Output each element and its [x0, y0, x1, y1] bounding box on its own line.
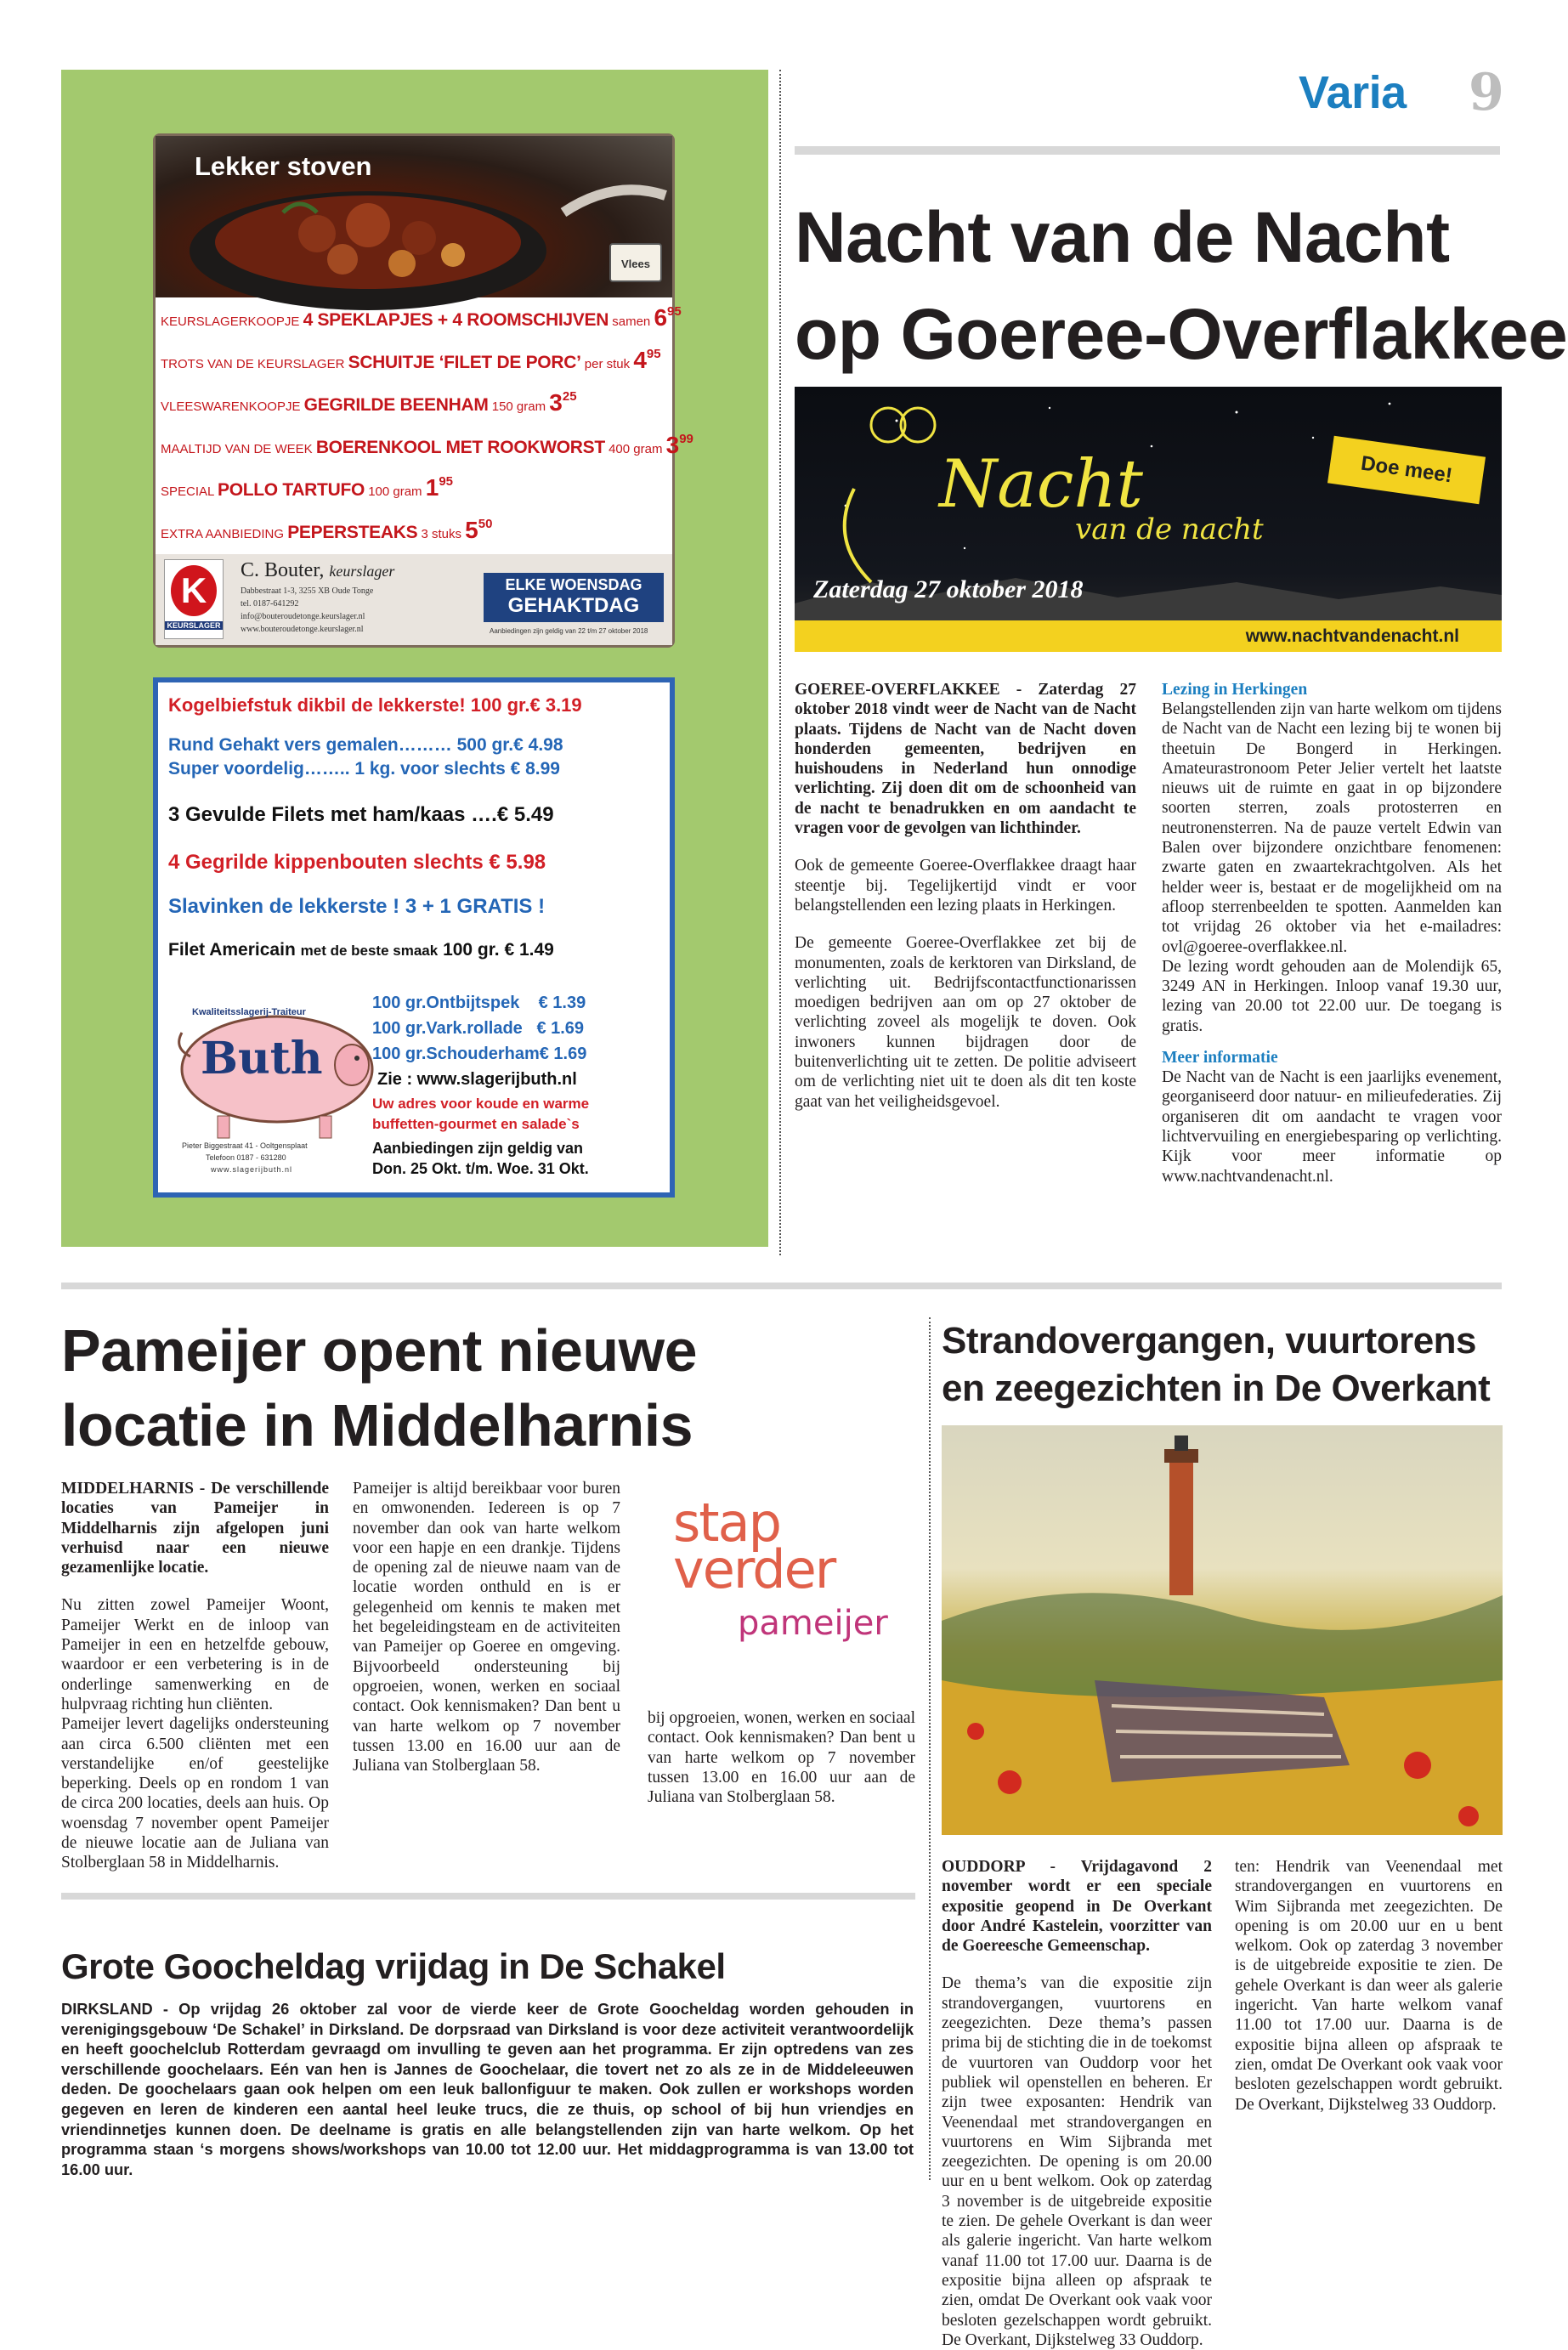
keurslager-logo — [164, 559, 224, 639]
buth-logo — [167, 988, 379, 1184]
section-rule — [61, 1893, 915, 1900]
ad-line: 3 Gevulde Filets met ham/kaas ….€ 5.49 — [168, 803, 554, 826]
keurslager-logo-letter: K — [171, 565, 217, 616]
offer-price: $4^{95}$ — [633, 347, 661, 373]
article-paragraph: ten: Hendrik van Veenendaal met strandovergangen en vuurtorens en Wim Sijbranda met zeegezichten. De opening is om 20.00 uur en u bent welkom. Ook op zaterdag 3 november is de uitgebreide expositie te zien. De gehele Overkant is dan weer als galerie ingericht. Van harte welkom vanaf 11.00 tot 17.00 uur. Daarna is de expositie bijna alleen op afspraak te zien, omdat De Overkant ook vaak voor besloten gezelschappen wordt gebruikt. De Overkant, Dijkstelweg 33 Ouddorp. — [1235, 1858, 1503, 2114]
ad-offer: 100 gr.Schouderham€ 1.69 — [372, 1045, 587, 1063]
buth-logo-arc: Kwaliteitsslagerij-Traiteur — [192, 1007, 306, 1017]
offer-row — [161, 304, 682, 331]
offer-row — [161, 517, 492, 544]
offer-row — [161, 347, 661, 374]
offer-row — [161, 432, 693, 459]
page-number: 9 — [1469, 63, 1504, 122]
ad-line: Filet Americain met de beste smaak 100 gr. € 1.49 — [168, 940, 554, 960]
section-title: Varia — [1299, 67, 1407, 118]
header-rule — [795, 146, 1500, 155]
article-lead: OUDDORP - Vrijdagavond 2 november wordt er een speciale expositie geopend in De Overkant door André Kastelein, voorzitter van de Goereesche Gemeenschap. — [942, 1858, 1212, 1956]
buth-web: www.slagerijbuth.nl — [211, 1165, 293, 1174]
nacht-banner — [795, 387, 1502, 652]
article-column — [942, 1857, 1212, 2349]
buth-phone: Telefoon 0187 - 631280 — [206, 1153, 286, 1162]
badge-label: Doe mee! — [1359, 451, 1454, 488]
offer-price: $6^{95}$ — [654, 304, 682, 331]
article-title-line: Nacht van de Nacht — [795, 197, 1450, 277]
lighthouse-painting — [942, 1425, 1503, 1835]
article-paragraph: De Nacht van de Nacht is een jaarlijks evenement, georganiseerd door natuur- en milieufederaties. Zij organiseren dit om aandacht te vragen voor lichtvervuiling en energiebesparing op verlichting. Kijk voor meer informatie op www.nachtvandenacht.nl. — [1162, 1068, 1502, 1186]
article-title-line: en zeegezichten in De Overkant — [942, 1368, 1491, 1409]
article-paragraph: Ook de gemeente Goeree-Overflakkee draagt haar steentje bij. Tegelijkertijd vindt er voor belangstellenden een lezing plaats in Herkingen. — [795, 857, 1136, 915]
ad-validity: Don. 25 Okt. t/m. Woe. 31 Okt. — [372, 1160, 589, 1177]
stew-photo — [156, 136, 672, 297]
vlees-badge — [609, 243, 662, 282]
gehaktdag-banner — [484, 573, 664, 622]
ad-line: Slavinken de lekkerste ! 3 + 1 GRATIS ! — [168, 895, 546, 918]
offer-name: SCHUITJE ‘FILET DE PORC’ — [348, 353, 581, 372]
article-paragraph: Pameijer is altijd bereikbaar voor buren en omwonenden. Iedereen is op 7 november dan ook van harte welkom voor een hapje en een drankje. Tijdens de opening zal de nieuwe naam van de locatie worden onthuld en is er gelegenheid om kennis te maken met het begeleidingsteam en de activiteiten van Pameijer op Goeree en omgeving. Bijvoorbeeld ondersteuning bij opgroeien, wonen, werken en sociaal contact. Ook kennismaken? Dan bent u van harte welkom op 7 november tussen 13.00 en 16.00 uur aan de Juliana van Stolberglaan 58. — [353, 1480, 620, 1775]
article-title-line: Strandovergangen, vuurtorens — [942, 1320, 1477, 1362]
offer-prefix: SPECIAL — [161, 484, 214, 499]
offer-row — [161, 474, 453, 501]
offer-unit: 150 gram — [491, 399, 546, 414]
offer-unit: 3 stuks — [421, 527, 461, 541]
shop-email: info@bouteroudetonge.keurslager.nl — [241, 612, 365, 621]
offer-row — [161, 389, 577, 416]
article-title — [942, 1317, 1490, 1413]
ad-line: 4 Gegrilde kippenbouten slechts € 5.98 — [168, 851, 546, 874]
article-paragraph: Belangstellenden zijn van harte welkom om tijdens de Nacht van de Nacht een lezing bij te wonen bij theetuin De Bongerd in Herkingen. Amateurastronoom Peter Jelier vertelt het laatste nieuws uit de ruimte en gaat in op bijzondere soorten sterren, zoals protosterren en neutronensterren. Na de pauze vertelt Edwin van Balen over bijzondere onzichtbare fenomenen: zwarte gaten en zwaartekrachtgolven. Als het helder weer is, bestaat er de mogelijkheid om na afloop sterrenbeelden te spotten. Aanmelden kan tot vrijdag 26 oktober via het e-mailadres: ovl@goeree-overflakkee.nl. — [1162, 700, 1502, 956]
shop-tel: tel. 0187-641292 — [241, 599, 299, 609]
article-lead: MIDDELHARNIS - De verschillende locaties van Pameijer in Middelharnis zijn afgelopen juni verhuisd naar een nieuwe gezamenlijke locatie. — [61, 1480, 329, 1577]
article-paragraph: Nu zitten zowel Pameijer Woont, Pameijer Werkt en de inloop van Pameijer in een en hetzelfde gebouw, waardoor er een verbetering is in de onderlinge samenwerking en de hulpvraag richting hun cliënten. — [61, 1596, 329, 1713]
offer-name: 4 SPEKLAPJES + 4 ROOMSCHIJVEN — [303, 310, 609, 330]
ad-footer — [156, 554, 672, 645]
ad-headline: Lekker stoven — [195, 151, 372, 181]
buth-ad — [153, 677, 675, 1198]
article-paragraph: De gemeente Goeree-Overflakkee zet bij de monumenten, zoals de kerktoren van Dirksland, de verlichting uit. Bedrijfscontactfunctionarissen moedigen bedrijven aan om op 27 oktober de verlichting zoveel als mogelijk te doven. Ook inwoners kunnen bijdragen door de buitenverlichting uit te zetten. De politie adviseert om de verlichting niet uit te doen als dit ten koste gaat van het veiligheidsgevoel. — [795, 934, 1136, 1111]
painting-illustration — [942, 1425, 1503, 1835]
column-divider — [929, 1317, 931, 2180]
article-paragraph: Pameijer levert dagelijks ondersteuning aan circa 6.500 cliënten met een verstandelijke en/of geestelijke beperking. Deels op en rondom 1 van de circa 200 locaties, deels aan huis. Op woensdag 7 november opent Pameijer de nieuwe locatie aan de Juliana van Stolberglaan 58 in Middelharnis. — [61, 1715, 329, 1872]
article-column — [61, 1479, 329, 1872]
offer-name: BOERENKOOL MET ROOKWORST — [315, 438, 605, 457]
banner-title: Nacht — [939, 446, 1144, 523]
article-column — [1235, 1857, 1503, 2132]
article-paragraph: De lezing wordt gehouden aan de Molendijk 65, 3249 AN in Herkingen. Inloop vanaf 19.30 uur, lezing van 20.00 tot 22.00 uur. De toegang is gratis. — [1162, 957, 1502, 1035]
offer-prefix: KEURSLAGERKOOPJE — [161, 314, 300, 329]
offer-price: $3^{99}$ — [665, 432, 693, 458]
article-subheading: Meer informatie — [1162, 1049, 1278, 1067]
article-title: Grote Goocheldag vrijdag in De Schakel — [61, 1946, 726, 1986]
article-column — [1162, 680, 1502, 1204]
article-column — [353, 1479, 620, 1836]
ad-line: Super voordelig…….. 1 kg. voor slechts € 8.99 — [168, 759, 560, 779]
shop-name: C. Bouter, keurslager — [241, 559, 395, 581]
offer-prefix: VLEESWARENKOOPJE — [161, 399, 301, 414]
shop-web: www.bouteroudetonge.keurslager.nl — [241, 625, 364, 634]
banner-url: www.nachtvandenacht.nl — [1245, 626, 1459, 646]
buth-logo-text: Buth — [201, 1033, 323, 1084]
article-lead: GOEREE-OVERFLAKKEE - Zaterdag 27 oktober 2018 vindt weer de Nacht van de Nacht plaats. Tijdens de Nacht van de Nacht doven honderden gemeenten, bedrijven en huishoudens in Nederland hun onnodige verlichting. Zij doen dit om de schoonheid van de nacht te benadrukken en om aandacht te vragen voor de gevolgen van lichthinder. — [795, 681, 1136, 838]
article-subheading: Lezing in Herkingen — [1162, 681, 1308, 699]
offer-name: PEPERSTEAKS — [287, 523, 418, 542]
offer-price: $3^{25}$ — [549, 389, 577, 416]
offer-name: POLLO TARTUFO — [217, 480, 365, 500]
pameijer-logo — [671, 1492, 909, 1670]
article-title-line: op Goeree-Overflakkee — [795, 294, 1568, 374]
logo-line: pameijer — [738, 1604, 888, 1643]
offer-prefix: EXTRA AANBIEDING — [161, 527, 285, 541]
ad-line: Kogelbiefstuk dikbil de lekkerste! 100 gr.€ 3.19 — [168, 694, 582, 716]
logo-line: verder — [673, 1538, 835, 1600]
logo-line: stap — [673, 1492, 780, 1554]
offer-unit: 100 gram — [368, 484, 422, 499]
butcher-ad — [153, 133, 693, 648]
article-column — [795, 680, 1136, 1130]
offer-price: $1^{95}$ — [425, 474, 453, 501]
ad-site: Zie : www.slagerijbuth.nl — [377, 1070, 577, 1089]
article-title — [795, 189, 1567, 382]
article-title-line: Pameijer opent nieuwe — [61, 1317, 698, 1384]
ad-line: Rund Gehakt vers gemalen……… 500 gr.€ 4.98 — [168, 735, 563, 755]
offer-unit: per stuk — [584, 357, 631, 371]
article-column — [648, 1708, 915, 1825]
ad-validity: Aanbiedingen zijn geldig van — [372, 1140, 584, 1157]
offer-prefix: MAALTIJD VAN DE WEEK — [161, 442, 313, 456]
column-divider — [779, 70, 781, 1255]
ad-offer: 100 gr.Vark.rollade € 1.69 — [372, 1019, 585, 1038]
banner-date: Zaterdag 27 oktober 2018 — [813, 575, 1084, 603]
article-paragraph: De thema’s van die expositie zijn strandovergangen, vuurtorens en zeegezichten. Deze thema’s passen prima bij de stichting die in de toekomst de vuurtoren van Ouddorp voor het publiek wil openstellen en beheren. Er zijn twee exposanten: Hendrik van Veenendaal met strandovergangen en vuurtorens en Wim Sijbranda met zeegezichten. De opening is om 20.00 uur en u bent welkom. Ook op zaterdag 3 november is de uitgebreide expositie te zien. De gehele Overkant is dan weer als galerie ingericht. Van harte welkom vanaf 11.00 tot 17.00 uur. Daarna is de expositie bijna alleen op afspraak te zien, omdat De Overkant ook vaak voor besloten gezelschappen wordt gebruikt. De Overkant, Dijkstelweg 33 Ouddorp. — [942, 1974, 1212, 2349]
offer-prefix: TROTS VAN DE KEURSLAGER — [161, 357, 345, 371]
article-title — [61, 1313, 697, 1463]
article-title-line: locatie in Middelharnis — [61, 1392, 693, 1458]
offer-unit: 400 gram — [609, 442, 663, 456]
shop-address: Dabbestraat 1-3, 3255 XB Oude Tonge — [241, 586, 374, 596]
article-body: DIRKSLAND - Op vrijdag 26 oktober zal voor de vierde keer de Grote Goocheldag worden gehouden in verenigingsgebouw ‘De Schakel’ in Dirksland. De dorpsraad van Dirksland is voor deze activiteit verantwoordelijk en heeft goochelclub Rotterdam gevraagd om invulling te geven aan het programma. Er zijn optredens van zes verschillende goochelaars. Eén van hen is Jannes de Goochelaar, die tovert net zo als ze in de Middeleeuwen deden. De goochelaars gaan ook helpen om een leuk ballonfiguur te maken. Ook zullen er workshops worden gegeven en leren de kinderen een aantal heel leuke trucs, die ze thuis, op school of bij hun vriendjes en vriendinnetjes kunnen doen. De deelname is gratis en alle belangstellenden zijn van harte welkom. Op het programma staan ‘s morgens shows/workshops van 10.00 tot 12.00 uur. Het middagprogramma is van 13.00 tot 16.00 uur. — [61, 2000, 914, 2178]
article-paragraph: bij opgroeien, wonen, werken en sociaal contact. Ook kennismaken? Dan bent u van harte welkom op 7 november tussen 13.00 en 16.00 uur aan de Juliana van Stolberglaan 58. — [648, 1709, 915, 1807]
promo-top: ELKE WOENSDAG — [505, 576, 642, 593]
buth-address: Pieter Biggestraat 41 - Ooltgensplaat — [182, 1141, 308, 1150]
ad-validity: Aanbiedingen zijn geldig van 22 t/m 27 oktober 2018 — [490, 627, 648, 635]
offer-name: GEGRILDE BEENHAM — [303, 395, 489, 415]
ad-note: buffetten-gourmet en salade`s — [372, 1116, 580, 1132]
ad-offer: 100 gr.Ontbijtspek € 1.39 — [372, 994, 586, 1012]
vlees-badge-label: Vlees — [621, 258, 650, 270]
banner-url-bar — [795, 620, 1502, 652]
banner-subtitle: van de nacht — [1075, 512, 1264, 546]
offer-unit: samen — [612, 314, 651, 329]
section-rule — [61, 1283, 1502, 1289]
keurslager-logo-label: KEURSLAGER — [165, 621, 223, 630]
offer-price: $5^{50}$ — [465, 517, 493, 543]
ad-note: Uw adres voor koude en warme — [372, 1096, 590, 1112]
promo-bottom: GEHAKTDAG — [507, 594, 640, 617]
